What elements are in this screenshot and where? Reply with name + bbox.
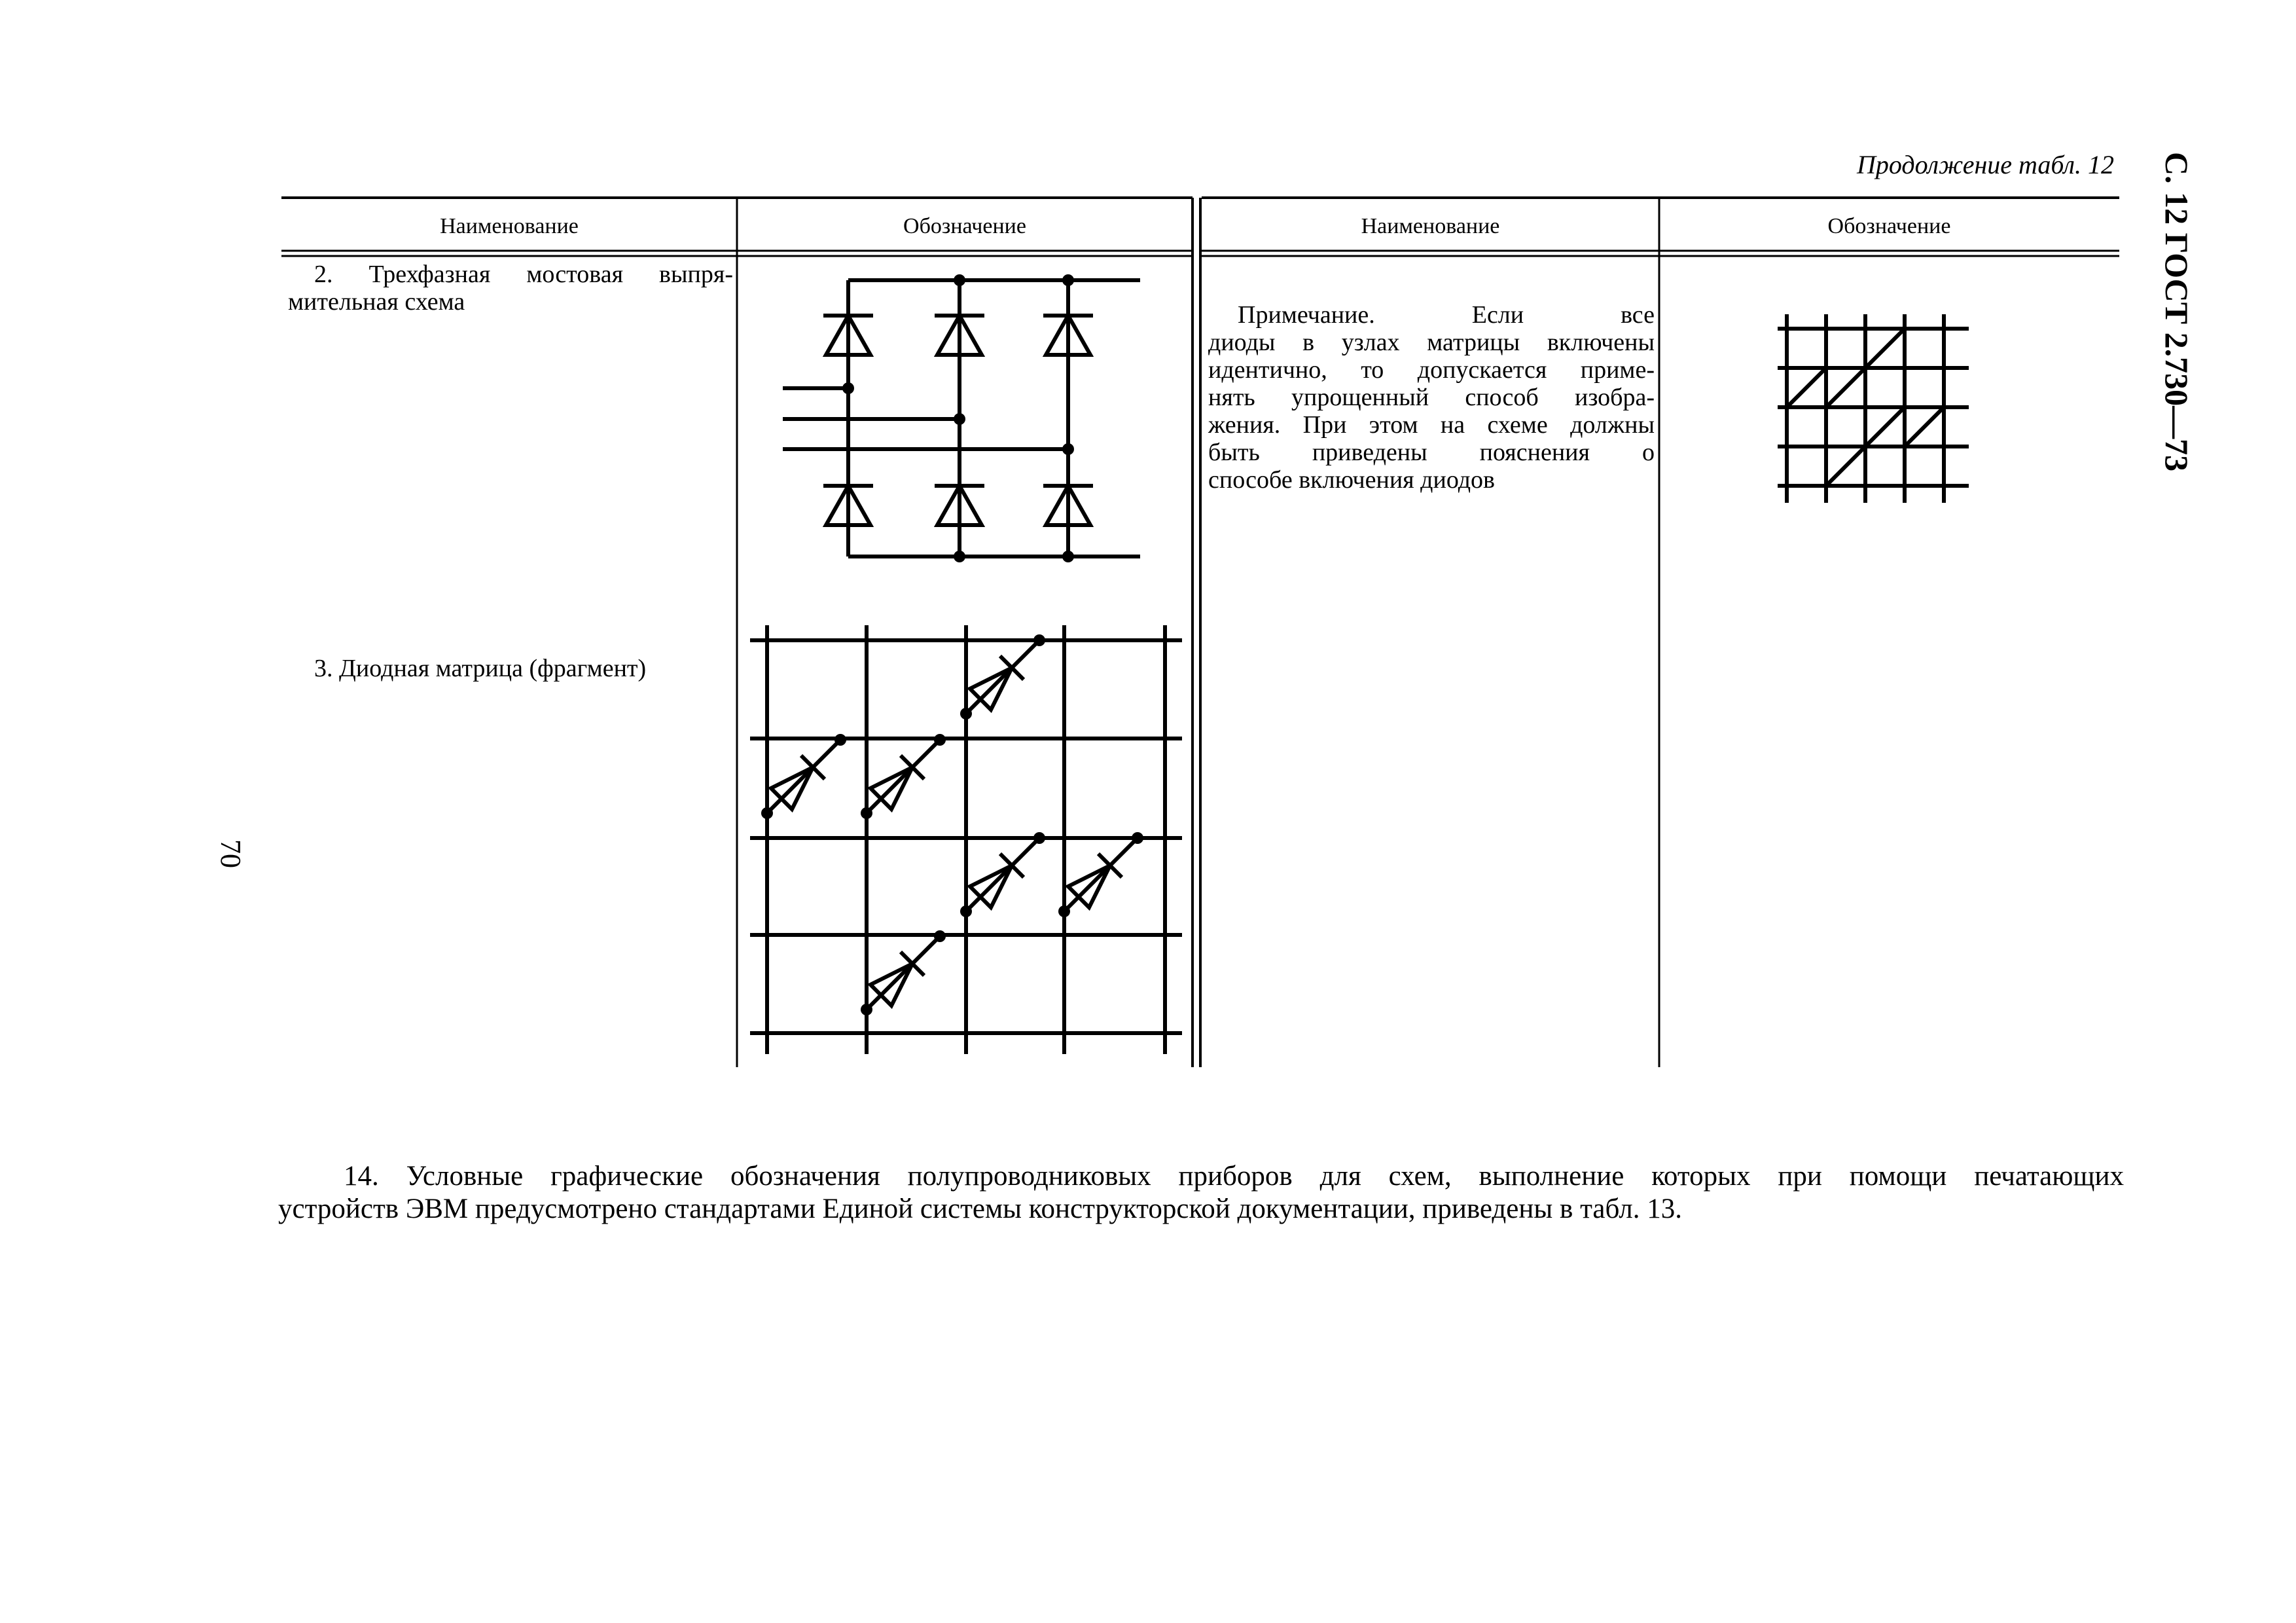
note-line-4: нять упрощенный способ изобра- xyxy=(1208,384,1655,411)
page-number-label: 70 xyxy=(215,839,247,868)
note-line-6: быть приведены пояснения о xyxy=(1208,439,1655,466)
row-bridge-line2: мительная схема xyxy=(288,288,465,316)
right-col-name-header: Наименование xyxy=(1361,214,1500,238)
paragraph-14-line1: 14. Условные графические обозначения полупроводниковых приборов для схем, выполнение которых при помощи печатающих xyxy=(344,1161,2124,1192)
continuation-caption: Продолжение табл. 12 xyxy=(1856,150,2114,179)
row-matrix-line1: 3. Диодная матрица (фрагмент) xyxy=(314,655,647,682)
paragraph-14-line2: устройств ЭВМ предусмотрено стандартами Единой системы конструкторской документации, приведены в табл. 13. xyxy=(278,1194,1682,1224)
note-line-3: идентично, то допускается приме- xyxy=(1208,356,1655,384)
note-line-7: способе включения диодов xyxy=(1208,466,1496,494)
right-col-symbol-header: Обозначение xyxy=(1827,214,1951,238)
left-col-symbol-header: Обозначение xyxy=(903,214,1026,238)
left-col-name-header: Наименование xyxy=(440,214,579,238)
side-header-label: С. 12 ГОСТ 2.730—73 xyxy=(2159,152,2195,472)
row-bridge-line1: 2. Трехфазная мостовая выпря- xyxy=(314,261,733,288)
note-line-5: жения. При этом на схеме должны xyxy=(1208,411,1655,439)
paragraph-14 xyxy=(278,1160,2124,1226)
note-line-1: Примечание. Если все xyxy=(1238,301,1655,329)
note-line-2: диоды в узлах матрицы включены xyxy=(1208,329,1655,356)
